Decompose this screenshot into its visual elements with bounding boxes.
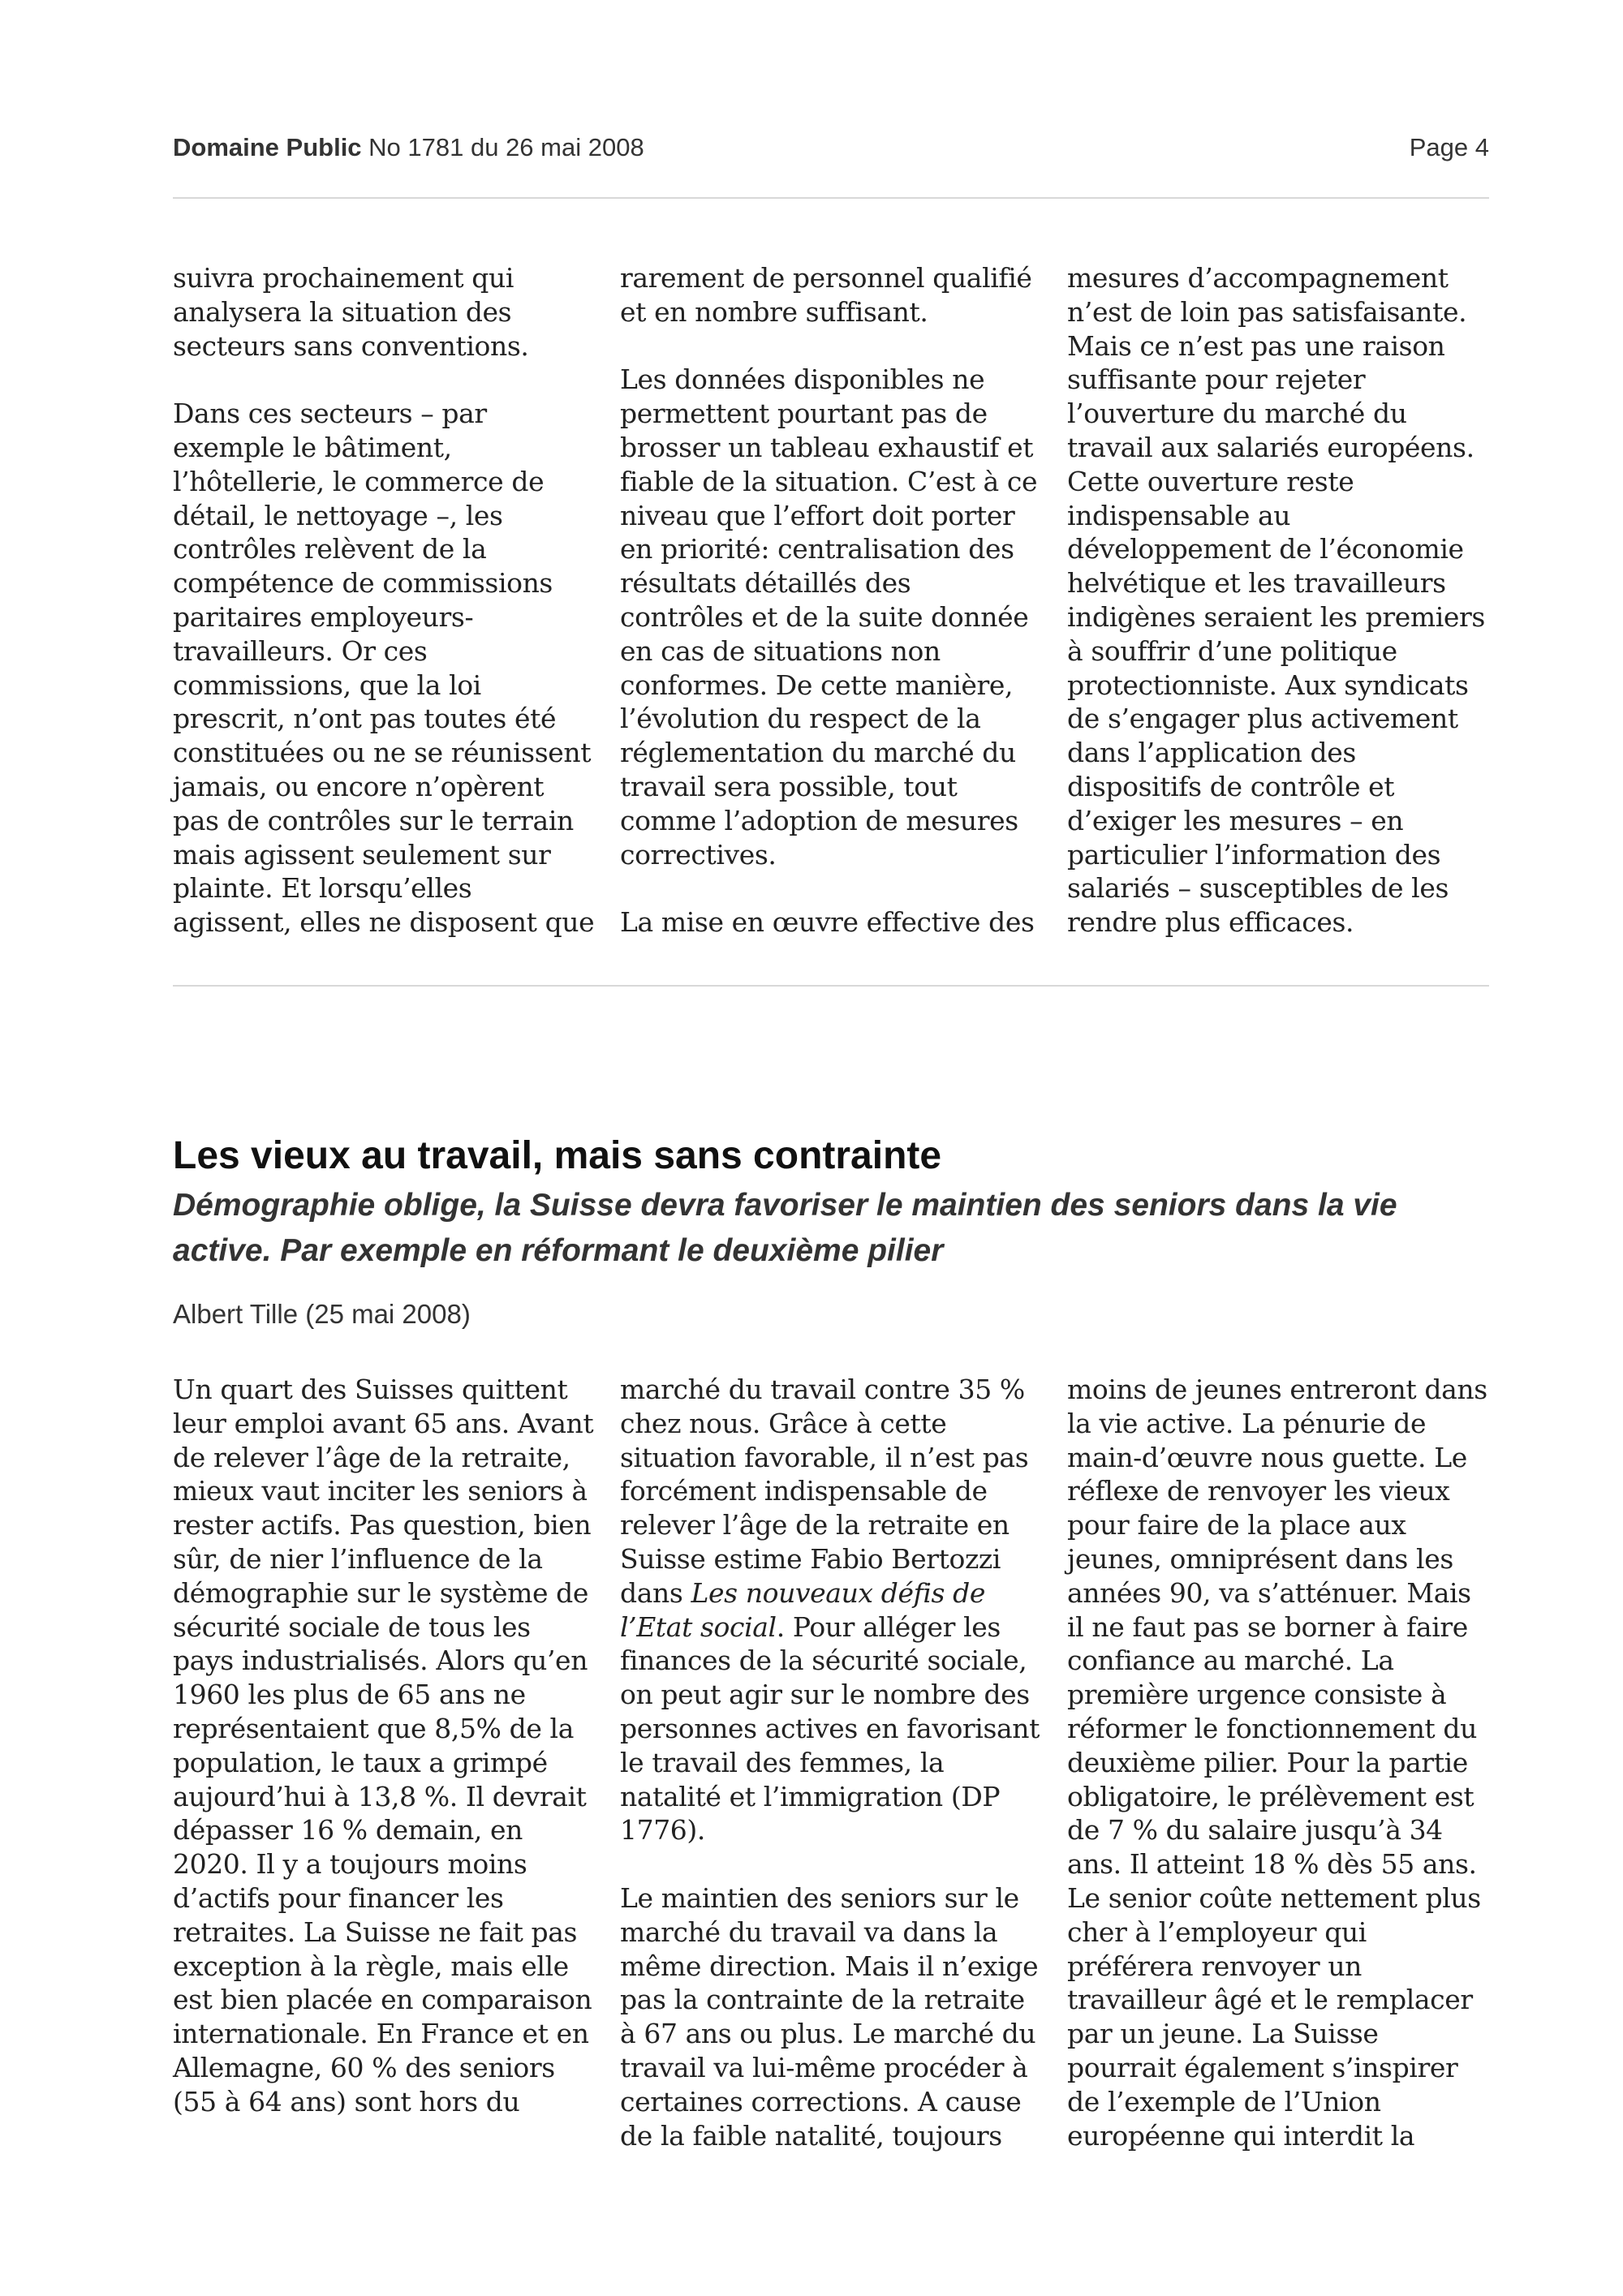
publication-name: Domaine Public — [173, 133, 362, 161]
previous-article-column-1 — [173, 261, 595, 939]
publication-line — [173, 133, 644, 162]
paragraph: Le maintien des seniors sur le marché du travail va dans la même direction. Mais il n’exige pas la contrainte de la retraite à 67 ans ou plus. Le marché du travail va lui-même procéder à certaines corrections. A cause de la faible natalité, toujours — [620, 1881, 1039, 2152]
page-header — [173, 133, 1489, 169]
article-column-2 — [620, 1373, 1042, 2152]
paragraph: Dans ces secteurs – par exemple le bâtiment, l’hôtellerie, le commerce de détail, le nettoyage –, les contrôles relèvent de la compétence de commissions paritaires employeurs-travailleurs. Or ces commissions, que la loi prescrit, n’ont pas toutes été constituées ou ne se réunissent jamais, ou encore n’opèrent pas de contrôles sur le terrain mais agissent seulement sur plainte. Et lorsqu’elles agissent, elles ne disposent que — [173, 398, 595, 939]
article-column-3 — [1067, 1373, 1489, 2152]
article-subtitle: Démographie oblige, la Suisse devra favoriser le maintien des seniors dans la vie active. Par exemple en réformant le deuxième pilier — [173, 1188, 1397, 1268]
paragraph: Un quart des Suisses quittent leur emploi avant 65 ans. Avant de relever l’âge de la retraite, mieux vaut inciter les seniors à rester actifs. Pas question, bien sûr, de nier l’influence de la démographie sur le système de sécurité sociale de tous les pays industrialisés. Alors qu’en 1960 les plus de 65 ans ne représentaient que 8,5% de la population, le taux a grimpé aujourd’hui à 13,8 %. Il devrait dépasser 16 % demain, en 2020. Il y a toujours moins d’actifs pour financer les retraites. La Suisse ne fait pas exception à la règle, mais elle est bien placée en comparaison internationale. En France et en Allemagne, 60 % des seniors (55 à 64 ans) sont hors du — [173, 1374, 594, 2118]
paragraph: suivra prochainement qui analysera la situation des secteurs sans conventions. — [173, 262, 529, 362]
paragraph: moins de jeunes entreront dans la vie active. La pénurie de main-d’œuvre nous guette. Le réflexe de renvoyer les vieux pour faire de la place aux jeunes, omniprésent dans les années 90, va s’atténuer. Mais il ne faut pas se borner à faire confiance au marché. La première urgence consiste à réformer le fonctionnement du deuxième pilier. Pour la partie obligatoire, le prélèvement est de 7 % du salaire jusqu’à 34 ans. Il atteint 18 % dès 55 ans. Le senior coûte nettement plus cher à l’employeur qui préférera renvoyer un travailleur âgé et le remplacer par un jeune. La Suisse pourrait également s’inspirer de l’exemple de l’Union européenne qui interdit la — [1067, 1374, 1487, 2152]
page-number: Page 4 — [1409, 133, 1489, 161]
paragraph: mesures d’accompagnement n’est de loin pas satisfaisante. Mais ce n’est pas une raison suffisante pour rejeter l’ouverture du marché du travail aux salariés européens. Cette ouverture reste indispensable au développement de l’économie helvétique et les travailleurs indigènes seraient les premiers à souffrir d’une politique protectionniste. Aux syndicats de s’engager plus activement dans l’application des dispositifs de contrôle et d’exiger les mesures – en particulier l’information des salariés – susceptibles de les rendre plus efficaces. — [1067, 262, 1485, 939]
previous-article-column-3 — [1067, 261, 1489, 939]
article-columns — [173, 1373, 1489, 2152]
paragraph — [620, 1373, 1042, 1847]
article-divider — [173, 985, 1489, 987]
paragraph: La mise en œuvre effective des — [620, 906, 1035, 939]
article-title: Les vieux au travail, mais sans contrainte — [173, 1134, 942, 1177]
previous-article-column-2 — [620, 261, 1042, 939]
paragraph: rarement de personnel qualifié et en nombre suffisant. — [620, 262, 1032, 328]
header-divider — [173, 197, 1489, 199]
article-column-1 — [173, 1373, 595, 2152]
text-run: . Pour alléger les finances de la sécurité sociale, on peut agir sur le nombre des personnes actives en favorisant le travail des femmes, la natalité et l’immigration (DP 1776). — [620, 1610, 1040, 1847]
paragraph: Les données disponibles ne permettent pourtant pas de brosser un tableau exhaustif et fiable de la situation. C’est à ce niveau que l’effort doit porter en priorité: centralisation des résultats détaillés des contrôles et de la suite donnée en cas de situations non conformes. De cette manière, l’évolution du respect de la réglementation du marché du travail sera possible, tout comme l’adoption de mesures correctives. — [620, 363, 1038, 871]
article-byline: Albert Tille (25 mai 2008) — [173, 1299, 471, 1329]
previous-article-columns — [173, 261, 1489, 939]
text-run: marché du travail contre 35 % chez nous. Grâce à cette situation favorable, il n’est pas forcément indispensable de relever l’âge de la retraite en Suisse estime Fabio Bertozzi dans — [620, 1374, 1029, 1609]
issue-info: No 1781 du 26 mai 2008 — [361, 133, 644, 161]
book-title: Les nouveaux défis de l’Etat social — [620, 1576, 986, 1643]
